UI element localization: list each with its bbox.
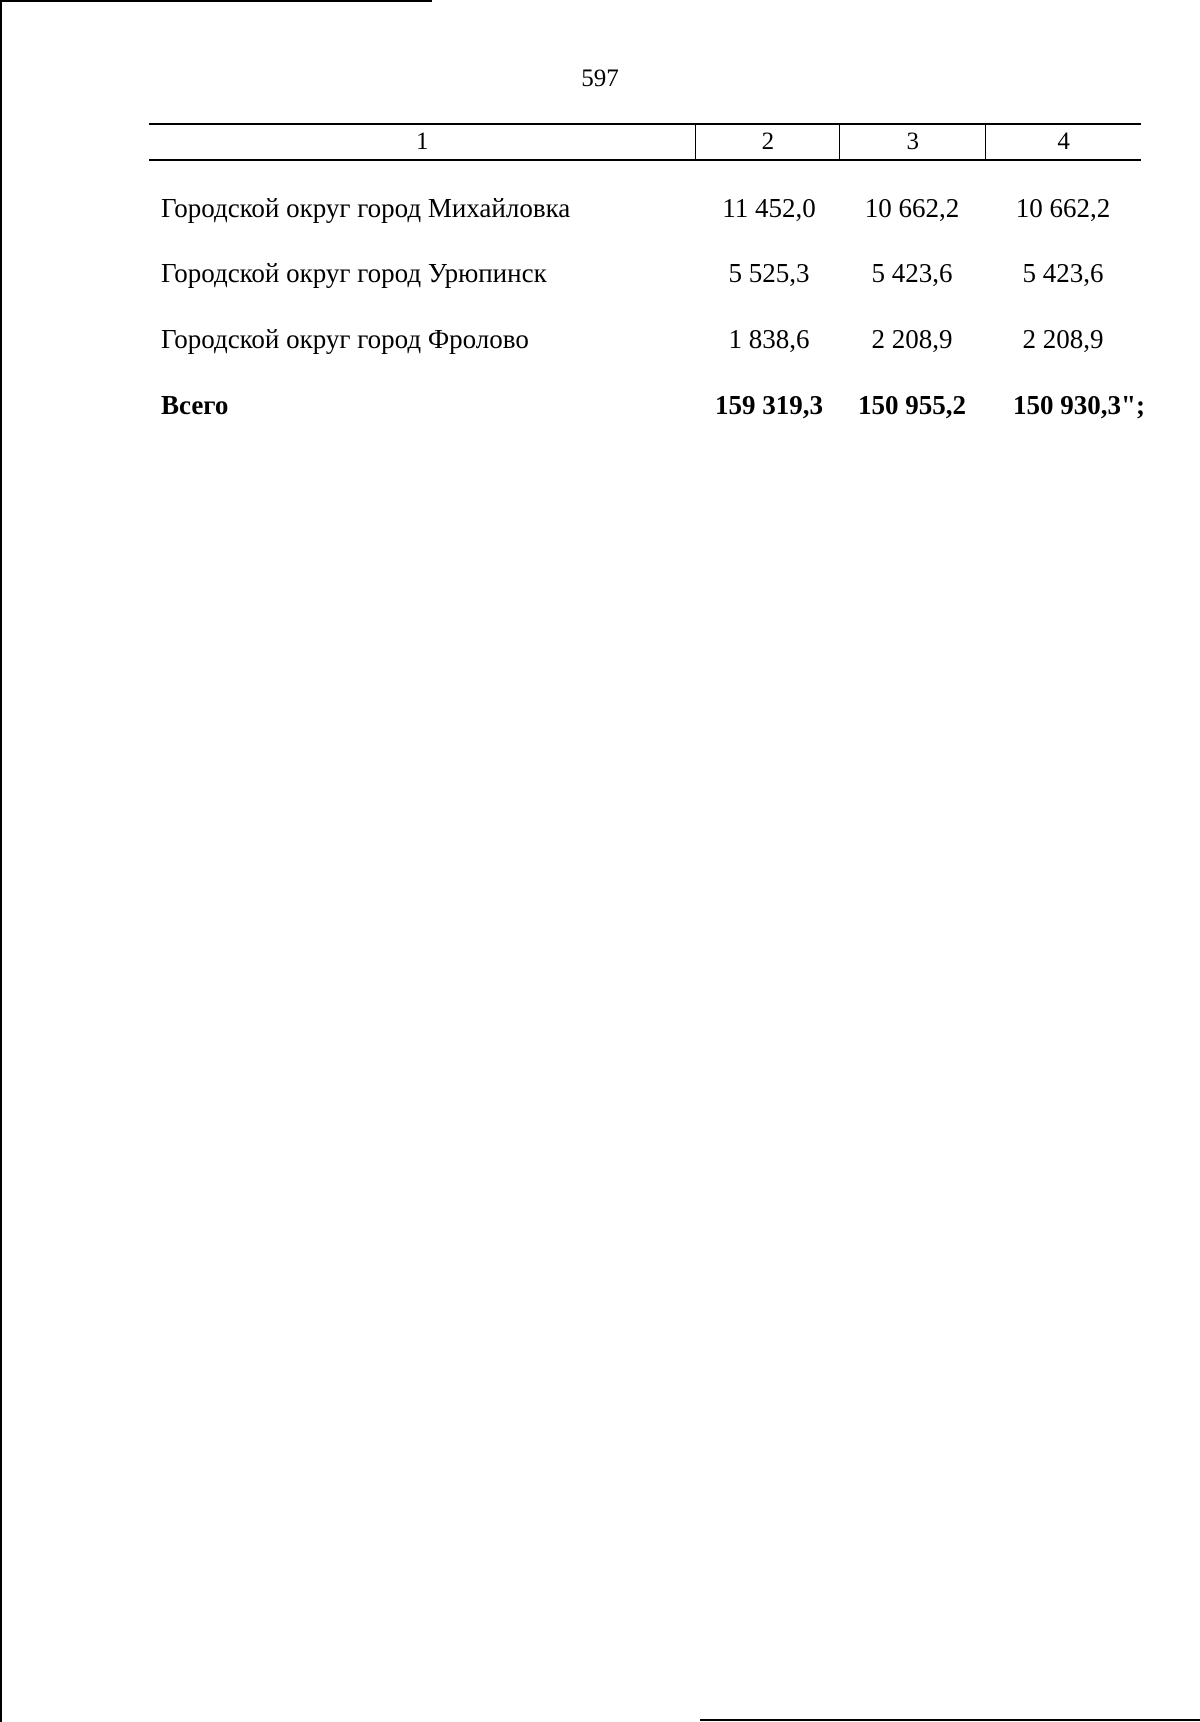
row-value-col2: 1 838,6 (728, 324, 810, 354)
row-name: Городской округ город Михайловка (161, 193, 571, 223)
page-number: 597 (581, 65, 619, 92)
scan-bottom-border (700, 1719, 1200, 1721)
table-row (149, 319, 1141, 359)
total-value-col2: 159 319,3 (715, 390, 823, 420)
total-value-col4: 150 930,3"; (1013, 390, 1145, 420)
row-value-col4: 2 208,9 (1022, 324, 1104, 354)
row-value-col3: 2 208,9 (871, 324, 953, 354)
row-value-col3: 10 662,2 (864, 193, 960, 223)
row-name: Городской округ город Урюпинск (161, 258, 547, 288)
row-name: Городской округ город Фролово (161, 324, 529, 354)
total-label: Всего (161, 390, 229, 420)
row-value-col3: 5 423,6 (871, 258, 953, 288)
scan-top-border (0, 0, 432, 2)
table-row (149, 253, 1141, 293)
row-value-col2: 11 452,0 (722, 193, 816, 223)
table-row (149, 188, 1141, 228)
row-value-col4: 10 662,2 (1015, 193, 1111, 223)
table-header-cell-2: 2 (695, 125, 839, 159)
table-header-cell-4: 4 (985, 125, 1141, 159)
table-total-row (149, 385, 1145, 425)
row-value-col2: 5 525,3 (728, 258, 810, 288)
row-value-col4: 5 423,6 (1022, 258, 1104, 288)
table-header-cell-3: 3 (839, 125, 985, 159)
total-value-col3: 150 955,2 (858, 390, 966, 420)
scan-left-edge (0, 0, 2, 1722)
table-header-cell-1: 1 (415, 128, 429, 155)
table-header-row (149, 123, 1141, 161)
